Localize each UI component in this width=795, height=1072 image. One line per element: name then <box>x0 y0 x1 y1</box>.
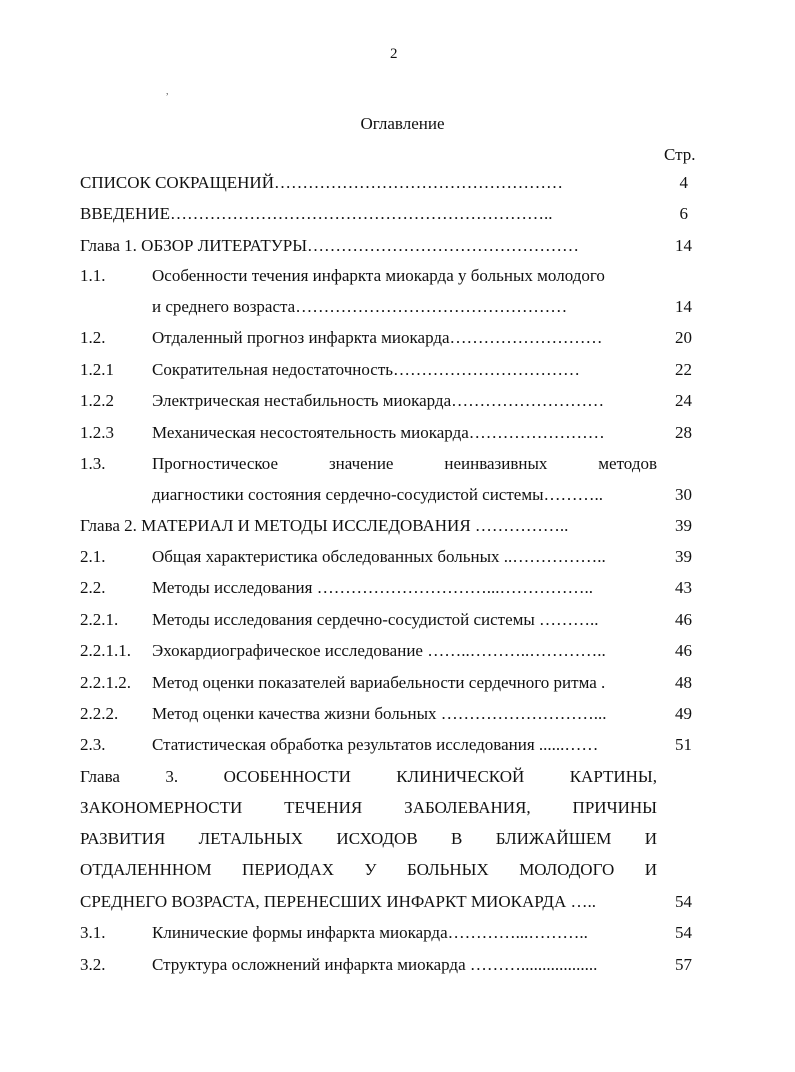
toc-entry-page: 43 <box>675 578 692 597</box>
toc-entry-number: 1.3. <box>80 454 106 473</box>
toc-entry-text: ВВЕДЕНИЕ………………………………………………………….. <box>80 204 553 223</box>
toc-entry-number: 1.2.1 <box>80 360 114 379</box>
toc-entry-page: 4 <box>679 173 688 192</box>
toc-entry-page: 51 <box>675 735 692 754</box>
toc-entry-text: диагностики состояния сердечно-сосудистой системы……….. <box>152 485 604 504</box>
toc-entry-text: Глава 2. МАТЕРИАЛ И МЕТОДЫ ИССЛЕДОВАНИЯ …………….. <box>80 516 569 535</box>
scan-speck: , <box>166 86 169 97</box>
toc-entry-text: ЗАКОНОМЕРНОСТИ ТЕЧЕНИЯ ЗАБОЛЕВАНИЯ, ПРИЧИНЫ <box>80 798 657 817</box>
toc-entry-text: Сократительная недостаточность…………………………… <box>152 360 580 379</box>
toc-entry-text: Метод оценки показателей вариабельности сердечного ритма . <box>152 673 606 692</box>
toc-entry-text: Особенности течения инфаркта миокарда у больных молодого <box>152 266 605 285</box>
toc-entry-number: 2.2.1.2. <box>80 673 131 692</box>
toc-entry-page: 57 <box>675 955 692 974</box>
toc-entry-text: Электрическая нестабильность миокарда……………………… <box>152 391 605 410</box>
toc-entry-number: 2.1. <box>80 547 106 566</box>
toc-entry-text: Клинические формы инфаркта миокарда…………...……….. <box>152 923 588 942</box>
toc-entry-text: СРЕДНЕГО ВОЗРАСТА, ПЕРЕНЕСШИХ ИНФАРКТ МИОКАРДА ….. <box>80 892 597 911</box>
page-number: 2 <box>390 46 398 62</box>
toc-entry-page: 54 <box>675 892 692 911</box>
toc-entry-text: ОТДАЛЕНННОМ ПЕРИОДАХ У БОЛЬНЫХ МОЛОДОГО И <box>80 860 657 879</box>
toc-entry-text: Методы исследования сердечно-сосудистой системы ……….. <box>152 610 599 629</box>
toc-entry-text: Структура осложнений инфаркта миокарда ……….................. <box>152 955 598 974</box>
toc-entry-text: СПИСОК СОКРАЩЕНИЙ…………………………………………… <box>80 173 563 192</box>
toc-entry-page: 54 <box>675 923 692 942</box>
toc-entry-number: 2.2.1. <box>80 610 119 629</box>
toc-entry-text: Эхокардиографическое исследование ……..………..………….. <box>152 641 606 660</box>
toc-entry-page: 24 <box>675 391 692 410</box>
toc-entry-page: 46 <box>675 610 692 629</box>
toc-entry-text: Методы исследования …………………………...…………….. <box>152 578 593 597</box>
toc-entry-page: 6 <box>679 204 688 223</box>
toc-entry-number: 1.2. <box>80 328 106 347</box>
toc-entry-page: 30 <box>675 485 692 504</box>
toc-entry-page: 39 <box>675 547 692 566</box>
toc-entry-page: 28 <box>675 423 692 442</box>
toc-entry-page: 22 <box>675 360 692 379</box>
toc-entry-page: 49 <box>675 704 692 723</box>
toc-entry-text: Прогностическое значение неинвазивных методов <box>152 454 657 473</box>
toc-entry-text: Механическая несостоятельность миокарда…………………… <box>152 423 605 442</box>
toc-entry-number: 1.2.3 <box>80 423 114 442</box>
toc-entry-text: Отдаленный прогноз инфаркта миокарда……………………… <box>152 328 603 347</box>
toc-entry-number: 2.3. <box>80 735 106 754</box>
toc-entry-text: Глава 3. ОСОБЕННОСТИ КЛИНИЧЕСКОЙ КАРТИНЫ, <box>80 767 657 786</box>
toc-entry-text: Метод оценки качества жизни больных ………………………... <box>152 704 607 723</box>
toc-entry-text: Общая характеристика обследованных больных ..…………….. <box>152 547 606 566</box>
toc-entry-text: и среднего возраста………………………………………… <box>152 297 568 316</box>
toc-entry-number: 3.1. <box>80 923 106 942</box>
toc-entry-page: 46 <box>675 641 692 660</box>
toc-entry-number: 2.2. <box>80 578 106 597</box>
toc-entry-text: Глава 1. ОБЗОР ЛИТЕРАТУРЫ………………………………………… <box>80 236 580 255</box>
toc-entry-text: РАЗВИТИЯ ЛЕТАЛЬНЫХ ИСХОДОВ В БЛИЖАЙШЕМ И <box>80 829 657 848</box>
toc-entry-page: 20 <box>675 328 692 347</box>
toc-entry-page: 48 <box>675 673 692 692</box>
toc-title: Оглавление <box>360 114 445 133</box>
toc-entry-number: 1.1. <box>80 266 106 285</box>
toc-entry-number: 2.2.2. <box>80 704 119 723</box>
toc-entry-number: 1.2.2 <box>80 391 114 410</box>
toc-entry-number: 2.2.1.1. <box>80 641 131 660</box>
toc-entry-page: 14 <box>675 297 692 316</box>
toc-entry-number: 3.2. <box>80 955 106 974</box>
page-column-label: Стр. <box>664 145 696 164</box>
toc-entry-page: 14 <box>675 236 692 255</box>
toc-entry-page: 39 <box>675 516 692 535</box>
toc-entry-text: Статистическая обработка результатов исследования ......…… <box>152 735 599 754</box>
